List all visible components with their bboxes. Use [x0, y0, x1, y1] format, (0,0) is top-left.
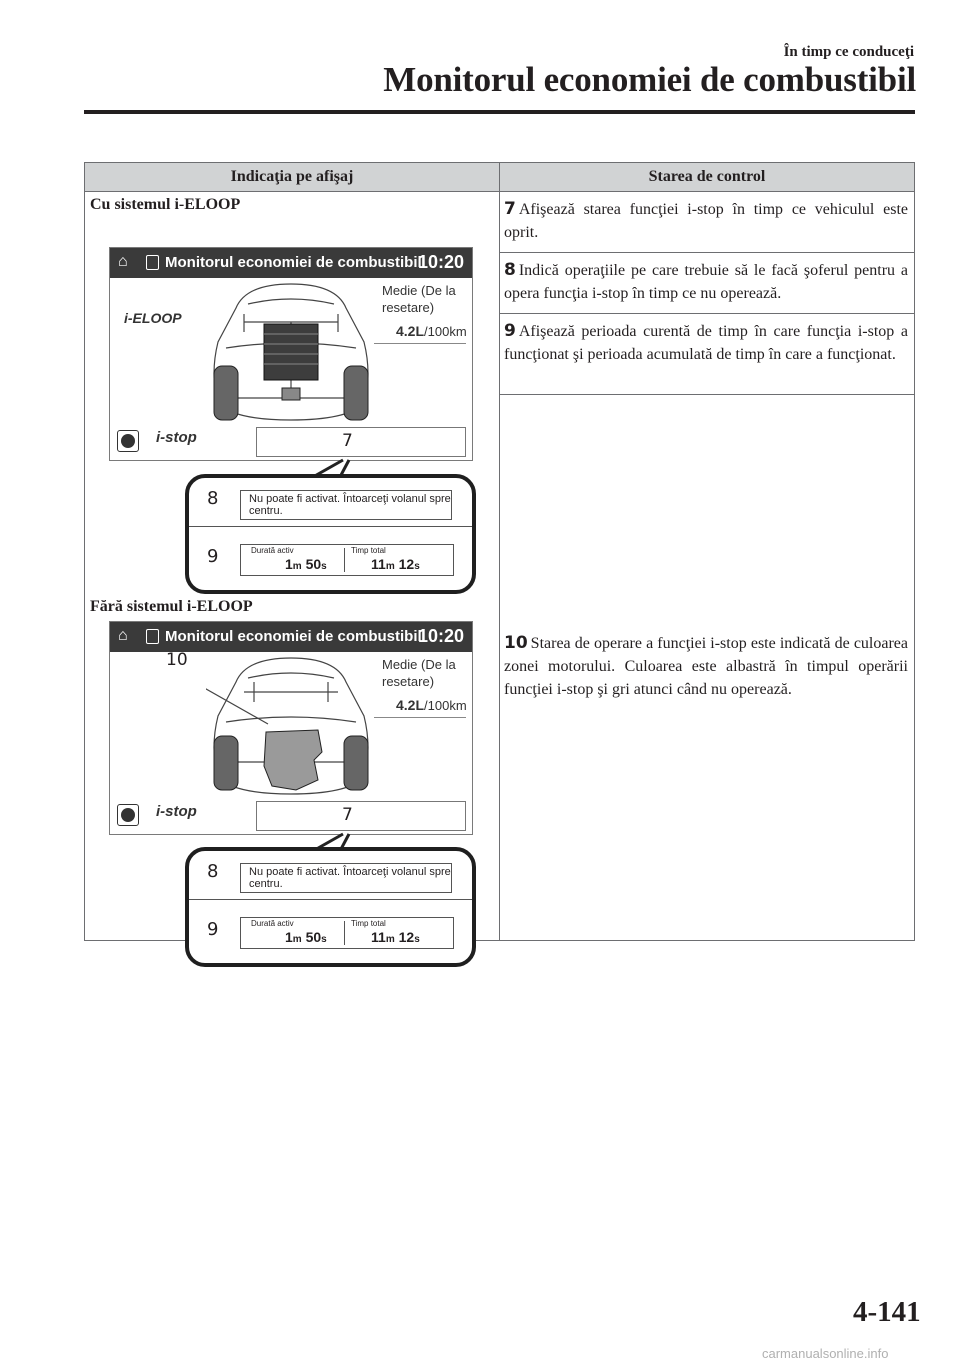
message-box: Nu poate fi activat. Întoarceţi volanul spre centru. [240, 863, 452, 893]
total-time-label: Timp total [351, 919, 386, 928]
average-label: Medie (De la resetare) [382, 657, 456, 689]
screen-title: Monitorul economiei de combustibil [165, 628, 422, 645]
column-header-display: Indicaţia pe afişaj [85, 163, 500, 192]
detail-panel-no-eloop [185, 847, 476, 967]
status-cell-10 [500, 395, 915, 941]
total-time-value: 11m 12s [371, 556, 420, 572]
callout-8: 8 [207, 861, 219, 882]
status-cell-8 [500, 253, 915, 314]
status-cell-9 [500, 314, 915, 395]
screen-title: Monitorul economiei de combustibil [165, 254, 422, 271]
watermark: carmanualsonline.info [762, 1346, 889, 1361]
section-label-with-eloop: Cu sistemul i-ELOOP [90, 196, 241, 213]
average-number: 4.2L [396, 323, 425, 339]
average-number: 4.2L [396, 697, 425, 713]
status-cell-7 [500, 192, 915, 253]
description-7: 7 Afişează starea funcţiei i-stop în timp ce vehiculul este oprit. [504, 199, 908, 241]
section-header: În timp ce conduceţi [783, 44, 914, 60]
description-9: 9 Afişează perioada curentă de timp în care funcţia i-stop a funcţionat şi perioada acumulată de timp în care a funcţionat. [504, 321, 908, 363]
active-duration-label: Durată activ [251, 546, 294, 555]
average-unit: /100km [424, 698, 467, 713]
total-time-value: 11m 12s [371, 929, 420, 945]
callout-9: 9 [207, 546, 219, 567]
callout-8: 8 [207, 488, 219, 509]
istop-label: i-stop [156, 803, 197, 820]
display-cell [85, 192, 500, 945]
total-time-label: Timp total [351, 546, 386, 555]
description-8: 8 Indică operaţiile pe care trebuie să le facă şoferul pentru a opera funcţia i-stop în timp ce nu operează. [504, 260, 908, 302]
header-rule [84, 110, 915, 114]
description-10: 10 Starea de operare a funcţiei i-stop este indicată de culoarea zonei motorului. Culoarea este albastră în timpul operării funcţiei i-stop şi gri atunci când nu operează. [504, 633, 908, 698]
active-duration-label: Durată activ [251, 919, 294, 928]
callout-7: 7 [342, 805, 353, 825]
time-separator [344, 921, 345, 945]
active-duration-value: 1m 50s [285, 929, 327, 945]
eloop-label: i-ELOOP [124, 310, 182, 326]
istop-label: i-stop [156, 429, 197, 446]
page-number: 4-141 [853, 1296, 921, 1328]
home-icon: ⌂ [118, 627, 128, 644]
active-duration-value: 1m 50s [285, 556, 327, 572]
average-unit: /100km [424, 324, 467, 339]
page-title: Monitorul economiei de combustibil [383, 60, 916, 99]
clock-time: 10:20 [417, 252, 464, 272]
clock-time: 10:20 [417, 626, 464, 646]
message-box: Nu poate fi activat. Întoarceţi volanul spre centru. [240, 490, 452, 520]
callout-10: 10 [166, 650, 188, 670]
info-table [84, 162, 915, 945]
time-box [240, 917, 454, 949]
callout-9: 9 [207, 919, 219, 940]
callout-connector [85, 192, 499, 940]
callout-7: 7 [342, 431, 353, 451]
home-icon: ⌂ [118, 253, 128, 270]
average-label: Medie (De la resetare) [382, 283, 456, 315]
column-header-status: Starea de control [500, 163, 915, 192]
panel-divider [189, 899, 472, 900]
section-label-without-eloop: Fără sistemul i-ELOOP [90, 598, 253, 615]
